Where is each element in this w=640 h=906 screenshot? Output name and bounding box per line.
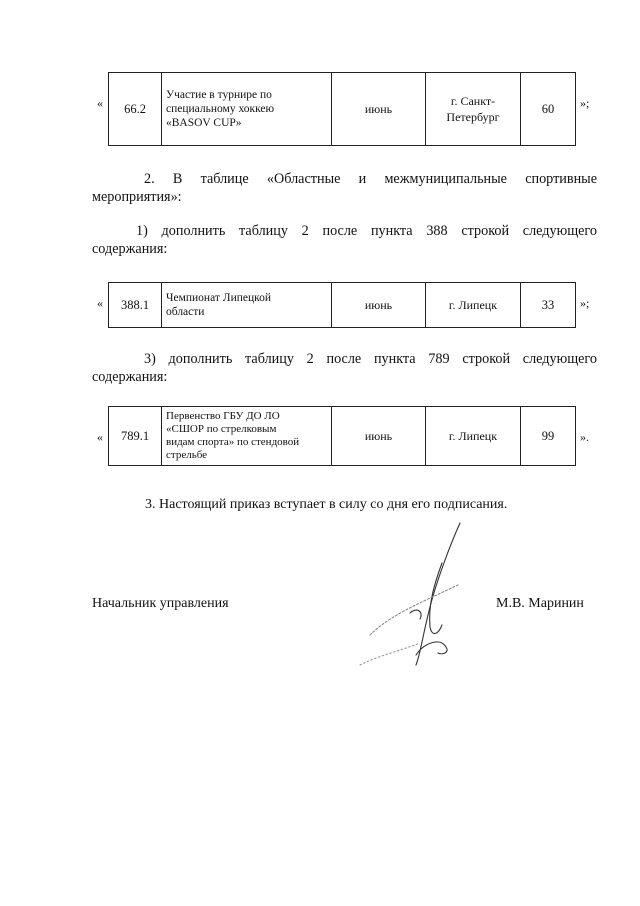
- signer-position: Начальник управления: [92, 596, 229, 611]
- paragraph-line: 2. В таблице «Областные и межмуниципальные спортивные: [144, 171, 597, 187]
- event-place: [426, 73, 521, 146]
- paragraph-line: мероприятия»:: [92, 189, 182, 205]
- table-row: [109, 407, 576, 466]
- event-name-line: стрельбе: [166, 449, 208, 461]
- signer-name: М.В. Маринин: [496, 596, 584, 611]
- item-number: 789.1: [109, 407, 162, 466]
- event-place: г. Липецк: [426, 407, 521, 466]
- paragraph-line: содержания:: [92, 369, 168, 385]
- paragraph-2-1: [92, 222, 597, 258]
- participant-count: 60: [521, 73, 576, 146]
- table-row: [109, 283, 576, 328]
- table-row: [109, 73, 576, 146]
- close-quote: »;: [580, 96, 590, 110]
- table-388: [108, 282, 576, 328]
- event-place-line: Петербург: [446, 110, 500, 124]
- paragraph-line: 1) дополнить таблицу 2 после пункта 388 строкой следующего: [136, 223, 597, 239]
- event-name-line: области: [166, 306, 205, 318]
- paragraph-line: содержания:: [92, 241, 168, 257]
- event-name: [162, 407, 332, 466]
- event-month: июнь: [332, 283, 426, 328]
- event-name-line: Участие в турнире по: [166, 89, 272, 101]
- participant-count: 99: [521, 407, 576, 466]
- open-quote: «: [97, 430, 103, 444]
- event-month: июнь: [332, 407, 426, 466]
- open-quote: «: [97, 296, 103, 310]
- event-name-line: Чемпионат Липецкой: [166, 292, 272, 304]
- event-name-line: Первенство ГБУ ДО ЛО: [166, 410, 280, 422]
- event-name: [162, 73, 332, 146]
- paragraph-2-3: [92, 350, 597, 386]
- handwritten-signature: [350, 515, 480, 675]
- item-number: 388.1: [109, 283, 162, 328]
- paragraph-line: 3) дополнить таблицу 2 после пункта 789 строкой следующего: [144, 351, 597, 367]
- event-name-line: «BASOV CUP»: [166, 117, 242, 129]
- event-name: [162, 283, 332, 328]
- paragraph-3: 3. Настоящий приказ вступает в силу со дня его подписания.: [145, 497, 508, 512]
- item-number: 66.2: [109, 73, 162, 146]
- table-789: [108, 406, 576, 466]
- event-month: июнь: [332, 73, 426, 146]
- paragraph-2: [92, 170, 597, 206]
- signature-stroke: [360, 643, 420, 665]
- signature-stroke: [410, 610, 421, 619]
- participant-count: 33: [521, 283, 576, 328]
- event-name-line: «СШОР по стрелковым: [166, 423, 277, 435]
- close-quote: ».: [580, 430, 589, 444]
- table-66: [108, 72, 576, 146]
- event-name-line: видам спорта» по стендовой: [166, 436, 300, 448]
- event-place: г. Липецк: [426, 283, 521, 328]
- close-quote: »;: [580, 296, 590, 310]
- event-name-line: специальному хоккею: [166, 103, 275, 115]
- event-place-line: г. Санкт-: [450, 94, 496, 108]
- open-quote: «: [97, 96, 103, 110]
